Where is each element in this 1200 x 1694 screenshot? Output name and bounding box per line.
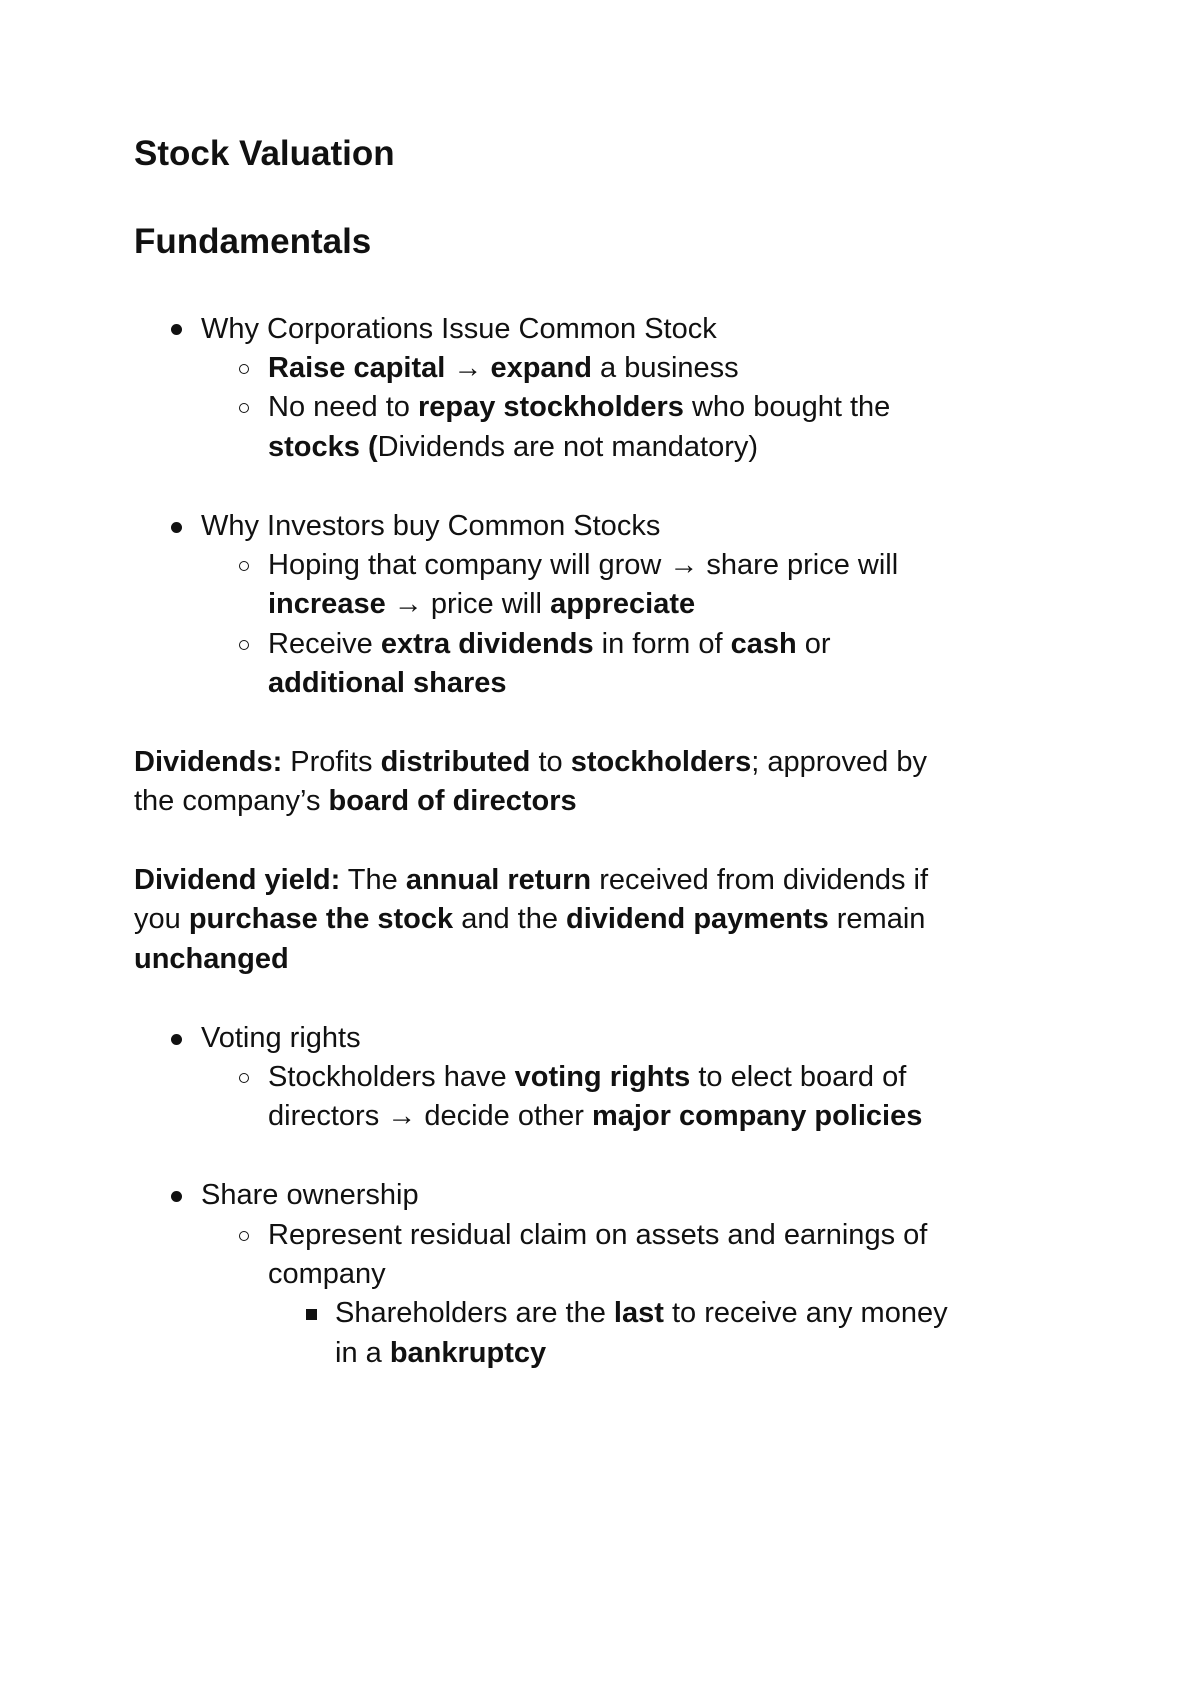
bullet-circle-icon xyxy=(239,403,249,413)
bullet-circle-icon xyxy=(239,561,249,571)
list-item: Voting rights xyxy=(201,1022,361,1054)
list-item: Stockholders have voting rights to elect board of xyxy=(268,1061,907,1093)
dividend-yield-definition: Dividend yield: The annual return received from dividends if xyxy=(134,864,929,896)
dividend-yield-continuation: you purchase the stock and the dividend payments remain xyxy=(134,903,926,935)
list-item-continuation: company xyxy=(268,1258,386,1290)
bullet-disc-icon xyxy=(171,1034,182,1045)
list-item: Share ownership xyxy=(201,1179,419,1211)
section-title: Fundamentals xyxy=(134,222,372,261)
list-item-continuation: additional shares xyxy=(268,667,507,699)
list-item: Represent residual claim on assets and earnings of xyxy=(268,1219,928,1251)
bullet-square-icon xyxy=(306,1309,317,1320)
list-item-continuation: in a bankruptcy xyxy=(335,1337,547,1369)
page-title: Stock Valuation xyxy=(134,134,395,173)
list-item: Why Investors buy Common Stocks xyxy=(201,510,661,542)
bullet-circle-icon xyxy=(239,1231,249,1241)
bullet-circle-icon xyxy=(239,640,249,650)
list-item: Receive extra dividends in form of cash or xyxy=(268,628,831,660)
bullet-disc-icon xyxy=(171,1191,182,1202)
dividends-definition-continuation: the company’s board of directors xyxy=(134,785,577,817)
bullet-disc-icon xyxy=(171,324,182,335)
dividend-yield-continuation: unchanged xyxy=(134,943,289,975)
dividends-definition: Dividends: Profits distributed to stockholders; approved by xyxy=(134,746,927,778)
list-item: Raise capital → expand a business xyxy=(268,352,739,384)
list-item-continuation: stocks (Dividends are not mandatory) xyxy=(268,431,759,463)
list-item-continuation: directors → decide other major company policies xyxy=(268,1100,923,1132)
list-item: Shareholders are the last to receive any money xyxy=(335,1297,948,1329)
list-item: Hoping that company will grow → share price will xyxy=(268,549,899,581)
bullet-circle-icon xyxy=(239,364,249,374)
list-item: Why Corporations Issue Common Stock xyxy=(201,313,717,345)
bullet-disc-icon xyxy=(171,522,182,533)
list-item: No need to repay stockholders who bought the xyxy=(268,391,891,423)
bullet-circle-icon xyxy=(239,1073,249,1083)
list-item-continuation: increase → price will appreciate xyxy=(268,588,696,620)
